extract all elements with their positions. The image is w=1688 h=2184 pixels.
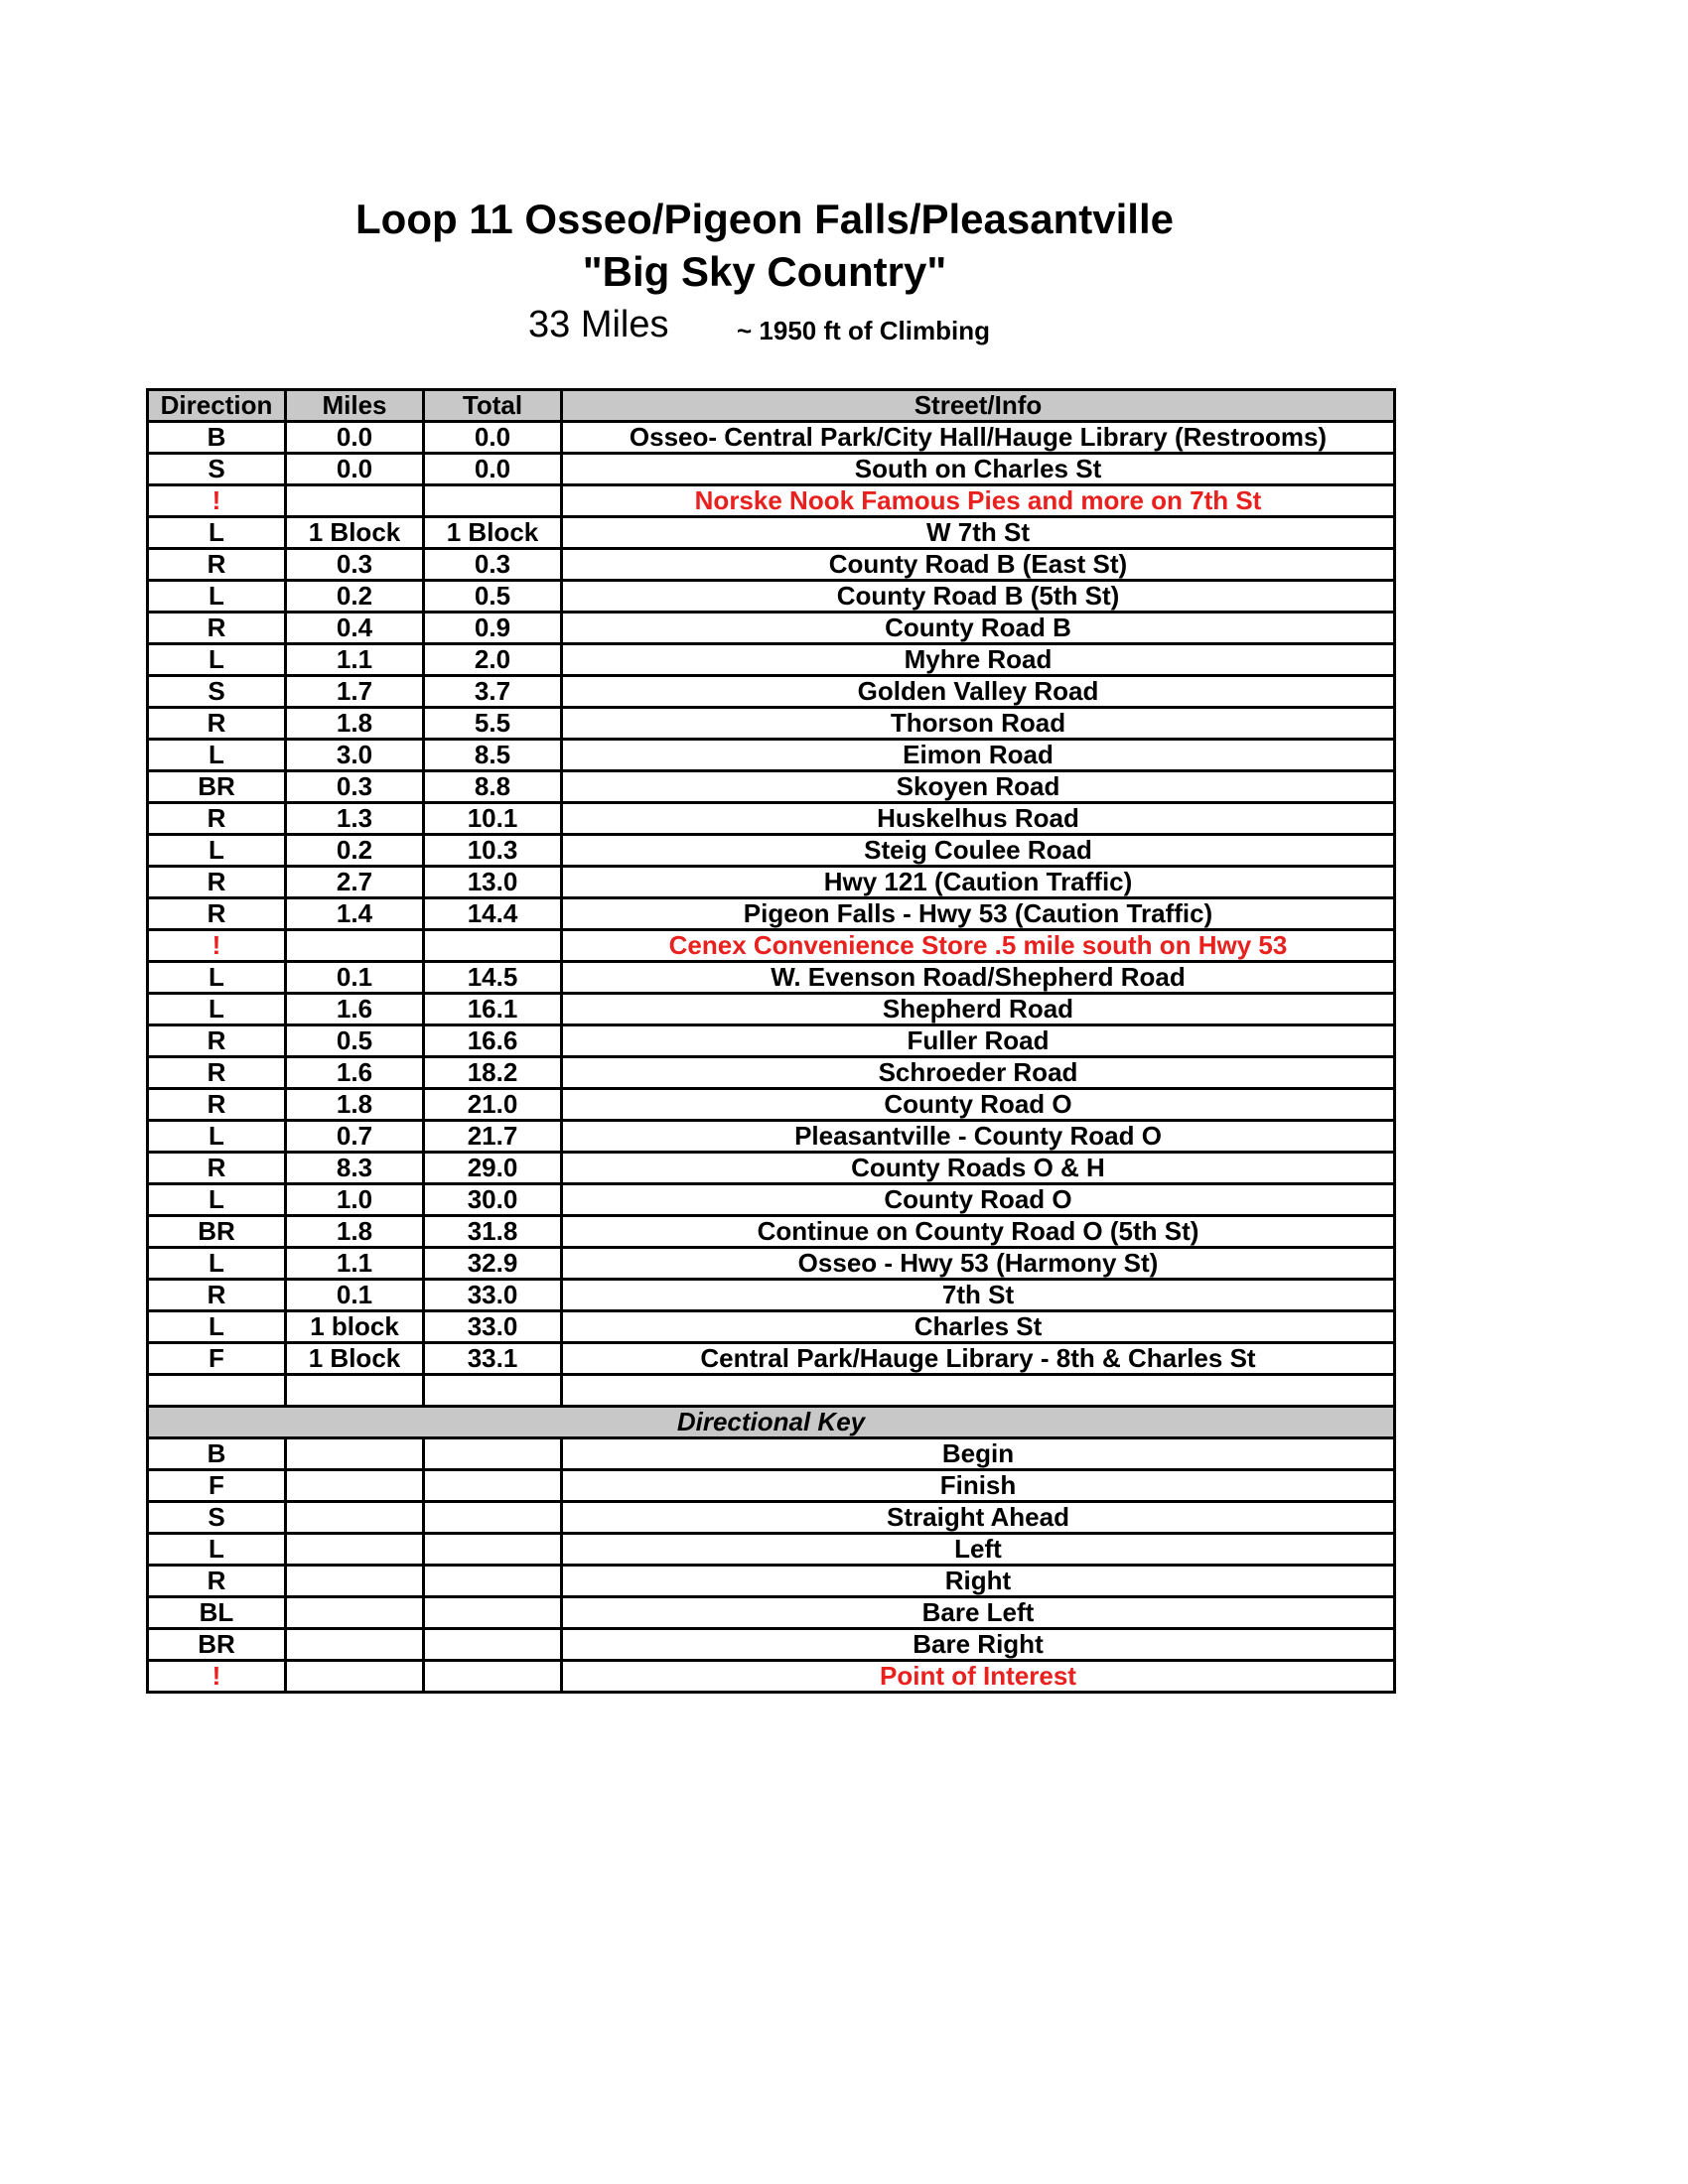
direction-cell: R (148, 1089, 286, 1121)
header-total: Total (424, 390, 562, 422)
street-info-cell: South on Charles St (562, 454, 1395, 485)
direction-cell: S (148, 454, 286, 485)
street-info-cell: Pleasantville - County Road O (562, 1121, 1395, 1153)
total-cell (424, 485, 562, 517)
street-info-cell: Thorson Road (562, 708, 1395, 740)
key-row (148, 1438, 1395, 1470)
street-info-cell: Continue on County Road O (5th St) (562, 1216, 1395, 1248)
empty-cell (286, 1534, 424, 1566)
total-cell: 8.8 (424, 771, 562, 803)
key-symbol-cell: BL (148, 1597, 286, 1629)
miles-cell: 1.4 (286, 898, 424, 930)
street-info-cell: County Road B (5th St) (562, 581, 1395, 613)
street-info-cell: County Road B (East St) (562, 549, 1395, 581)
distance-label: 33 Miles (528, 304, 669, 345)
street-info-cell: Osseo- Central Park/City Hall/Hauge Library (Restrooms) (562, 422, 1395, 454)
total-cell: 33.0 (424, 1280, 562, 1311)
table-row (148, 581, 1395, 613)
direction-cell: BR (148, 771, 286, 803)
total-cell: 14.4 (424, 898, 562, 930)
miles-cell: 0.5 (286, 1025, 424, 1057)
direction-cell: L (148, 1248, 286, 1280)
total-cell: 16.1 (424, 994, 562, 1025)
table-row (148, 1375, 1395, 1407)
direction-cell: R (148, 549, 286, 581)
key-meaning-cell: Bare Right (562, 1629, 1395, 1661)
direction-cell: S (148, 676, 286, 708)
miles-cell: 3.0 (286, 740, 424, 771)
miles-cell: 0.1 (286, 962, 424, 994)
total-cell: 29.0 (424, 1153, 562, 1184)
street-info-cell: Golden Valley Road (562, 676, 1395, 708)
street-info-cell: 7th St (562, 1280, 1395, 1311)
table-row (148, 867, 1395, 898)
table-row (148, 1025, 1395, 1057)
directional-key-title: Directional Key (148, 1407, 1395, 1438)
miles-cell: 1.8 (286, 1216, 424, 1248)
direction-cell: L (148, 644, 286, 676)
miles-cell: 1.1 (286, 1248, 424, 1280)
header-miles: Miles (286, 390, 424, 422)
table-row (148, 676, 1395, 708)
miles-cell: 1.3 (286, 803, 424, 835)
key-symbol-cell: B (148, 1438, 286, 1470)
miles-cell: 1.8 (286, 708, 424, 740)
miles-cell: 0.2 (286, 581, 424, 613)
total-cell: 21.0 (424, 1089, 562, 1121)
direction-cell: R (148, 613, 286, 644)
empty-cell (424, 1502, 562, 1534)
total-cell: 33.1 (424, 1343, 562, 1375)
header-street-info: Street/Info (562, 390, 1395, 422)
table-row (148, 708, 1395, 740)
header-direction: Direction (148, 390, 286, 422)
key-meaning-cell: Right (562, 1566, 1395, 1597)
direction-cell: R (148, 1025, 286, 1057)
total-cell: 0.5 (424, 581, 562, 613)
direction-cell: BR (148, 1216, 286, 1248)
total-cell: 18.2 (424, 1057, 562, 1089)
table-row (148, 1153, 1395, 1184)
direction-cell: R (148, 1153, 286, 1184)
table-row (148, 644, 1395, 676)
direction-cell: L (148, 740, 286, 771)
direction-cell: L (148, 1184, 286, 1216)
total-cell: 21.7 (424, 1121, 562, 1153)
total-cell: 10.3 (424, 835, 562, 867)
miles-cell: 1 Block (286, 1343, 424, 1375)
total-cell: 0.0 (424, 422, 562, 454)
key-meaning-cell: Straight Ahead (562, 1502, 1395, 1534)
table-row (148, 1311, 1395, 1343)
empty-cell (286, 1661, 424, 1693)
key-meaning-cell: Bare Left (562, 1597, 1395, 1629)
street-info-cell: Charles St (562, 1311, 1395, 1343)
direction-cell: R (148, 898, 286, 930)
street-info-cell: Osseo - Hwy 53 (Harmony St) (562, 1248, 1395, 1280)
table-row (148, 1089, 1395, 1121)
key-meaning-cell: Begin (562, 1438, 1395, 1470)
table-row (148, 771, 1395, 803)
direction-cell: R (148, 708, 286, 740)
key-row (148, 1597, 1395, 1629)
total-cell: 0.3 (424, 549, 562, 581)
empty-cell (424, 1534, 562, 1566)
total-cell: 1 Block (424, 517, 562, 549)
empty-cell (286, 1438, 424, 1470)
empty-cell (424, 1566, 562, 1597)
key-symbol-cell: ! (148, 1661, 286, 1693)
empty-cell (424, 1597, 562, 1629)
key-row (148, 1661, 1395, 1693)
miles-cell: 1.6 (286, 994, 424, 1025)
miles-cell: 2.7 (286, 867, 424, 898)
empty-cell (424, 1470, 562, 1502)
miles-cell: 0.3 (286, 771, 424, 803)
street-info-cell: Eimon Road (562, 740, 1395, 771)
table-row (148, 994, 1395, 1025)
key-meaning-cell: Left (562, 1534, 1395, 1566)
key-meaning-cell: Point of Interest (562, 1661, 1395, 1693)
total-cell: 3.7 (424, 676, 562, 708)
miles-cell: 1 Block (286, 517, 424, 549)
empty-cell (286, 1629, 424, 1661)
total-cell: 33.0 (424, 1311, 562, 1343)
miles-cell: 1 block (286, 1311, 424, 1343)
miles-cell (286, 930, 424, 962)
table-header-row (148, 390, 1395, 422)
total-cell: 0.9 (424, 613, 562, 644)
table-row (148, 517, 1395, 549)
total-cell: 16.6 (424, 1025, 562, 1057)
climbing-label: ~ 1950 ft of Climbing (737, 316, 990, 345)
empty-cell (286, 1597, 424, 1629)
route-table (146, 388, 1396, 1694)
page-title: Loop 11 Osseo/Pigeon Falls/Pleasantville (355, 196, 1174, 242)
table-row (148, 422, 1395, 454)
total-cell (424, 1375, 562, 1407)
miles-cell: 0.7 (286, 1121, 424, 1153)
miles-cell: 0.1 (286, 1280, 424, 1311)
table-row (148, 898, 1395, 930)
street-info-cell: Huskelhus Road (562, 803, 1395, 835)
table-row (148, 549, 1395, 581)
miles-cell: 1.0 (286, 1184, 424, 1216)
direction-cell (148, 1375, 286, 1407)
direction-cell: ! (148, 485, 286, 517)
total-cell: 14.5 (424, 962, 562, 994)
empty-cell (424, 1629, 562, 1661)
route-table-body (148, 390, 1395, 1693)
table-row (148, 1121, 1395, 1153)
street-info-cell: Myhre Road (562, 644, 1395, 676)
empty-cell (424, 1438, 562, 1470)
miles-cell: 1.6 (286, 1057, 424, 1089)
direction-cell: L (148, 517, 286, 549)
total-cell: 0.0 (424, 454, 562, 485)
table-row (148, 1343, 1395, 1375)
table-row (148, 454, 1395, 485)
direction-cell: R (148, 867, 286, 898)
table-row (148, 1184, 1395, 1216)
table-row (148, 930, 1395, 962)
street-info-cell: Fuller Road (562, 1025, 1395, 1057)
miles-cell: 0.0 (286, 454, 424, 485)
street-info-cell: Pigeon Falls - Hwy 53 (Caution Traffic) (562, 898, 1395, 930)
miles-cell: 0.0 (286, 422, 424, 454)
direction-cell: B (148, 422, 286, 454)
direction-cell: L (148, 994, 286, 1025)
street-info-cell: County Road B (562, 613, 1395, 644)
miles-cell: 1.1 (286, 644, 424, 676)
table-row (148, 803, 1395, 835)
street-info-cell: County Roads O & H (562, 1153, 1395, 1184)
key-row (148, 1470, 1395, 1502)
direction-cell: ! (148, 930, 286, 962)
total-cell: 13.0 (424, 867, 562, 898)
street-info-cell: Cenex Convenience Store .5 mile south on Hwy 53 (562, 930, 1395, 962)
key-symbol-cell: BR (148, 1629, 286, 1661)
direction-cell: R (148, 1057, 286, 1089)
key-symbol-cell: R (148, 1566, 286, 1597)
street-info-cell: Central Park/Hauge Library - 8th & Charles St (562, 1343, 1395, 1375)
table-row (148, 740, 1395, 771)
key-symbol-cell: S (148, 1502, 286, 1534)
total-cell: 30.0 (424, 1184, 562, 1216)
table-row (148, 835, 1395, 867)
miles-cell (286, 1375, 424, 1407)
table-row (148, 1248, 1395, 1280)
direction-cell: L (148, 835, 286, 867)
page-subtitle: "Big Sky Country" (582, 248, 947, 295)
total-cell: 8.5 (424, 740, 562, 771)
empty-cell (286, 1566, 424, 1597)
key-symbol-cell: F (148, 1470, 286, 1502)
miles-cell: 1.8 (286, 1089, 424, 1121)
miles-cell (286, 485, 424, 517)
street-info-cell: Steig Coulee Road (562, 835, 1395, 867)
direction-cell: R (148, 803, 286, 835)
table-row (148, 962, 1395, 994)
key-row (148, 1566, 1395, 1597)
key-row (148, 1534, 1395, 1566)
empty-cell (286, 1502, 424, 1534)
street-info-cell: W. Evenson Road/Shepherd Road (562, 962, 1395, 994)
street-info-cell: Hwy 121 (Caution Traffic) (562, 867, 1395, 898)
miles-cell: 0.4 (286, 613, 424, 644)
empty-cell (424, 1661, 562, 1693)
key-meaning-cell: Finish (562, 1470, 1395, 1502)
total-cell: 31.8 (424, 1216, 562, 1248)
total-cell: 5.5 (424, 708, 562, 740)
street-info-cell: County Road O (562, 1184, 1395, 1216)
total-cell: 2.0 (424, 644, 562, 676)
street-info-cell: Schroeder Road (562, 1057, 1395, 1089)
miles-cell: 0.3 (286, 549, 424, 581)
direction-cell: R (148, 1280, 286, 1311)
direction-cell: L (148, 1121, 286, 1153)
key-row (148, 1502, 1395, 1534)
key-row (148, 1629, 1395, 1661)
street-info-cell: W 7th St (562, 517, 1395, 549)
table-row (148, 485, 1395, 517)
direction-cell: L (148, 962, 286, 994)
street-info-cell: Shepherd Road (562, 994, 1395, 1025)
table-row (148, 1216, 1395, 1248)
direction-cell: L (148, 581, 286, 613)
direction-cell: L (148, 1311, 286, 1343)
street-info-cell: County Road O (562, 1089, 1395, 1121)
street-info-cell: Skoyen Road (562, 771, 1395, 803)
total-cell: 10.1 (424, 803, 562, 835)
miles-cell: 8.3 (286, 1153, 424, 1184)
empty-cell (286, 1470, 424, 1502)
miles-cell: 0.2 (286, 835, 424, 867)
table-row (148, 1057, 1395, 1089)
miles-cell: 1.7 (286, 676, 424, 708)
street-info-cell (562, 1375, 1395, 1407)
total-cell: 32.9 (424, 1248, 562, 1280)
table-row (148, 613, 1395, 644)
direction-cell: F (148, 1343, 286, 1375)
street-info-cell: Norske Nook Famous Pies and more on 7th St (562, 485, 1395, 517)
total-cell (424, 930, 562, 962)
directional-key-header (148, 1407, 1395, 1438)
key-symbol-cell: L (148, 1534, 286, 1566)
table-row (148, 1280, 1395, 1311)
